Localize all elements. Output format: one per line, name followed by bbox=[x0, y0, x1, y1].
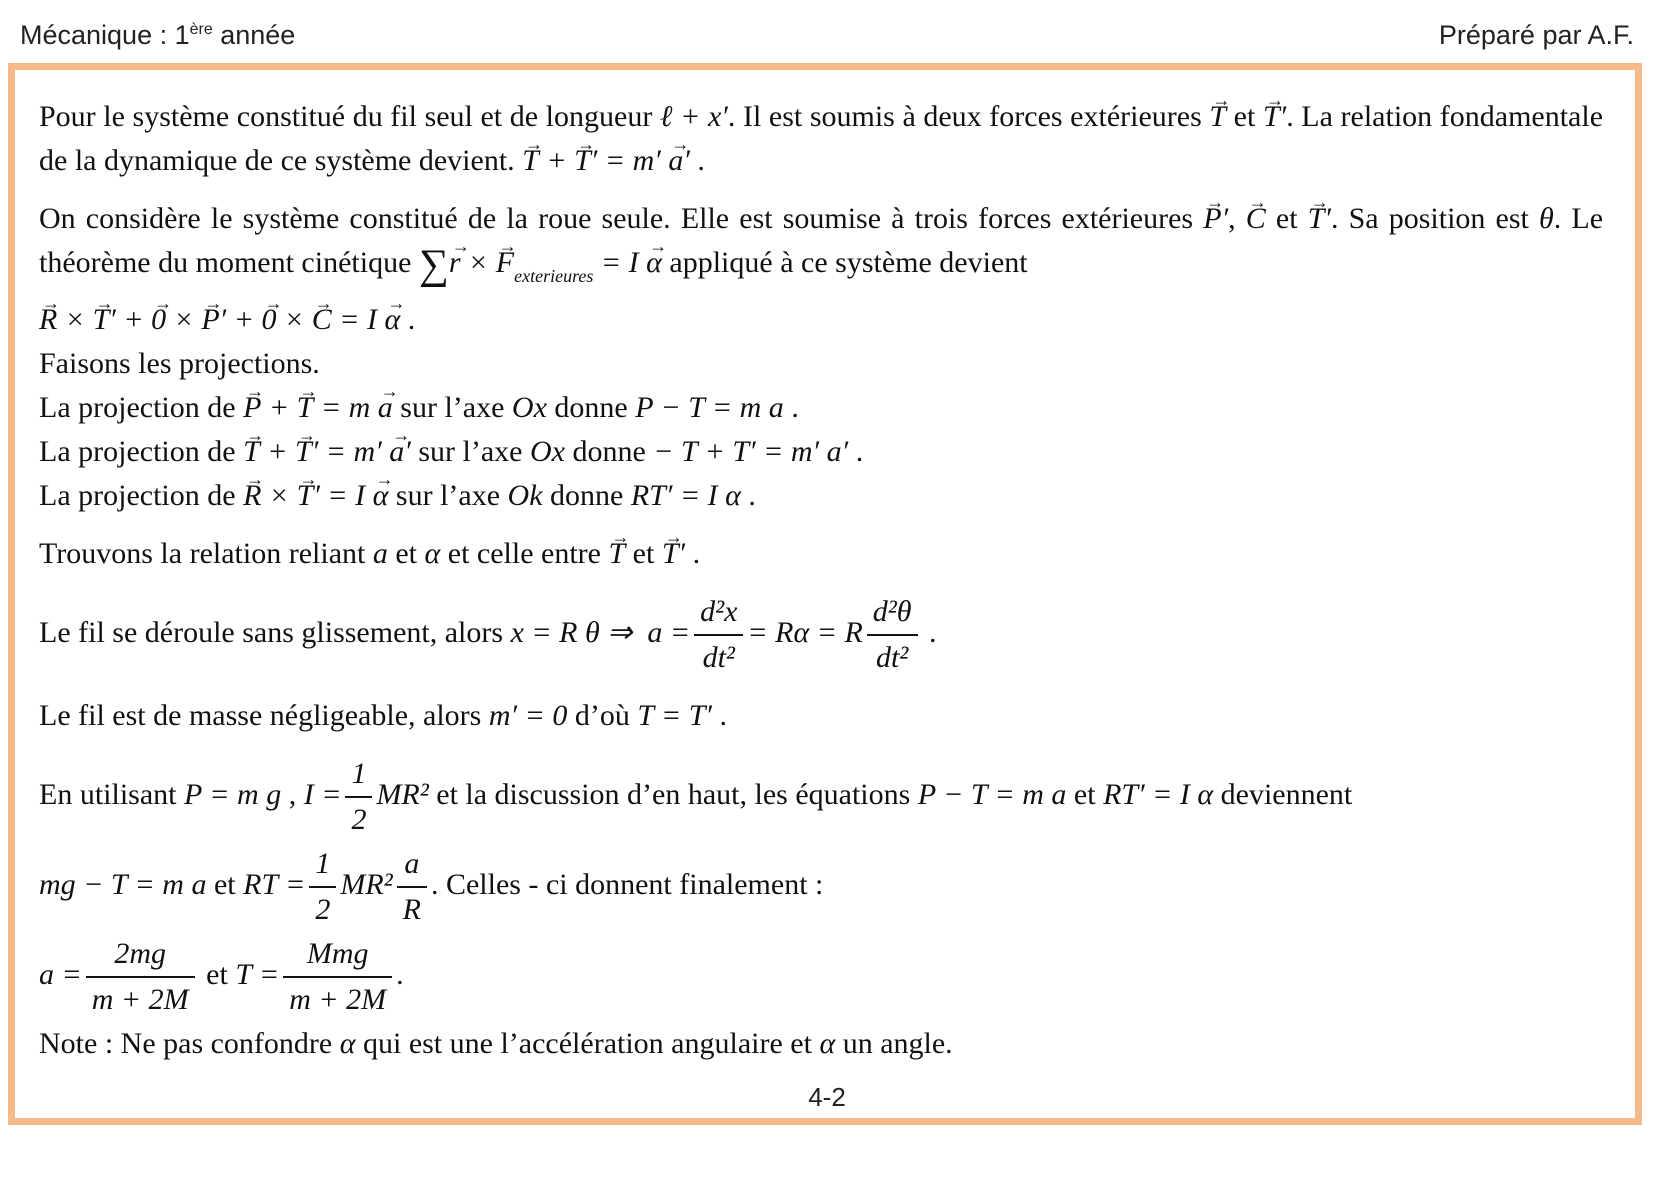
paragraph-projections: Faisons les projections. bbox=[39, 347, 320, 380]
header-author: Préparé par A.F. bbox=[1438, 20, 1634, 50]
paragraph-note: Note : Ne pas confondre α qui est une l’accélération angulaire et α un angle. bbox=[39, 1027, 953, 1060]
paragraph-resultat: a = $\frac{2mg}{m + 2M}$ et T = $\frac{\text{Mmg}}{m + 2M}$ . bbox=[39, 932, 1603, 1022]
page-content bbox=[39, 95, 1603, 1066]
paragraph-fil: Pour le système constitué du fil seul et de longueur ℓ + x′. Il est soumis à deux forces extérieures → T et → T′. La relation fondamentale de la dynamique de ce système devient. → T + → T′ = m′ → a′ . bbox=[39, 95, 1603, 183]
header-course: Mécanique : 1ère année bbox=[20, 20, 296, 50]
paragraph-roue: On considère le système constitué de la roue seule. Elle est soumise à trois forces extérieures → P′, → C et → T′. Sa position est θ. Le théorème du moment cinétique ∑→ r × → $F_{exterieures} = I \to \alpha$ appliqué à ce système devient → R × → T′ + → 0 × → P′ + → 0 × → C = I → α . bbox=[39, 197, 1603, 342]
page-number: 4-2 bbox=[808, 1082, 846, 1112]
paragraph-relation: Trouvons la relation reliant a et α et celle entre → T et → T′ . bbox=[39, 532, 1603, 576]
paragraph-glissement: Le fil se déroule sans glissement, alors x = R θ ⇒ a = $\frac{\text{d²x}}{\text{dt²}}$ = Rα = R $\frac{\text{d²θ}}{\text{dt²}}$ . bbox=[39, 590, 1603, 680]
projection-2: La projection de → T + → T′ = m′ → a′ sur l’axe Ox donne − T + T′ = m′ a′ . bbox=[39, 430, 1603, 474]
projection-3: La projection de → R × → T′ = I → α sur l’axe Ok donne RT′ = I α . bbox=[39, 474, 1603, 518]
paragraph-masse: Le fil est de masse négligeable, alors m′ = 0 d’où T = T′ . bbox=[39, 699, 727, 732]
projection-1: La projection de → P + → T = m → a sur l’axe Ox donne P − T = m a . bbox=[39, 386, 1603, 430]
paragraph-utilisant: En utilisant P = m g , I = $\frac{1}{2}$ MR² et la discussion d’en haut, les équations P − T = m a et RT′ = I α deviennent bbox=[39, 752, 1603, 842]
paragraph-equations: mg − T = m a et RT = $\frac{1}{2}$ MR² $\frac{a}{R}$ . Celles - ci donnent finalement : bbox=[39, 842, 1603, 932]
